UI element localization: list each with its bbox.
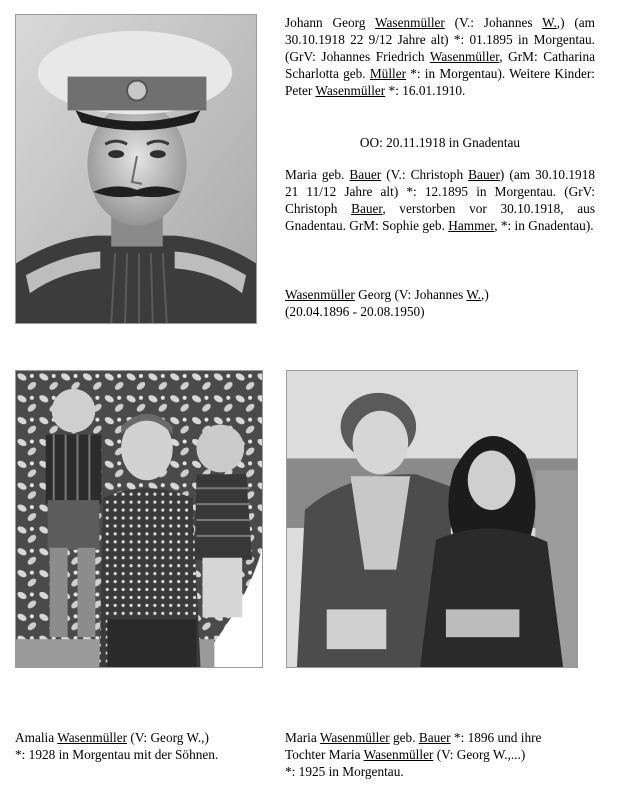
family-photo-amalia [15,370,263,668]
bio-maria-paragraph: Maria geb. Bauer (V.: Christoph Bauer) (am 30.10.1918 21 11/12 Jahre alt) *: 12.1895 in Morgentau. (GrV: Christoph Bauer, verstorben vor 30.10.1918, aus Gnadentau. GrM: Sophie geb. Hammer, *: in Gnadentau). [285,167,595,233]
bio-georg-paragraph: Wasenmüller Georg (V: Johannes W.,) (20.04.1896 - 20.08.1950) [285,287,489,319]
surname-link: Wasenmüller [375,15,445,30]
caption-maria: Maria Wasenmüller geb. Bauer *: 1896 und ihre Tochter Maria Wasenmüller (V: Georg W.,...) *: 1925 in Morgentau. [285,730,542,779]
portrait-photo-johann [15,14,257,324]
bio-johann-paragraph: Johann Georg Wasenmüller (V.: Johannes W.,) (am 30.10.1918 22 9/12 Jahre alt) *: 01.1895 in Morgentau. (GrV: Johannes Friedrich Wasenmüller, GrM: Catharina Scharlotta geb. Müller *: in Morgentau). Weitere Kinder: Peter Wasenmüller *: 16.01.1910. [285,15,595,98]
photo-maria-and-daughter [286,370,578,668]
caption-amalia: Amalia Wasenmüller (V: Georg W.,) *: 1928 in Morgentau mit der Söhnen. [15,730,219,762]
marriage-line: OO: 20.11.1918 in Gnadentau [359,135,521,150]
